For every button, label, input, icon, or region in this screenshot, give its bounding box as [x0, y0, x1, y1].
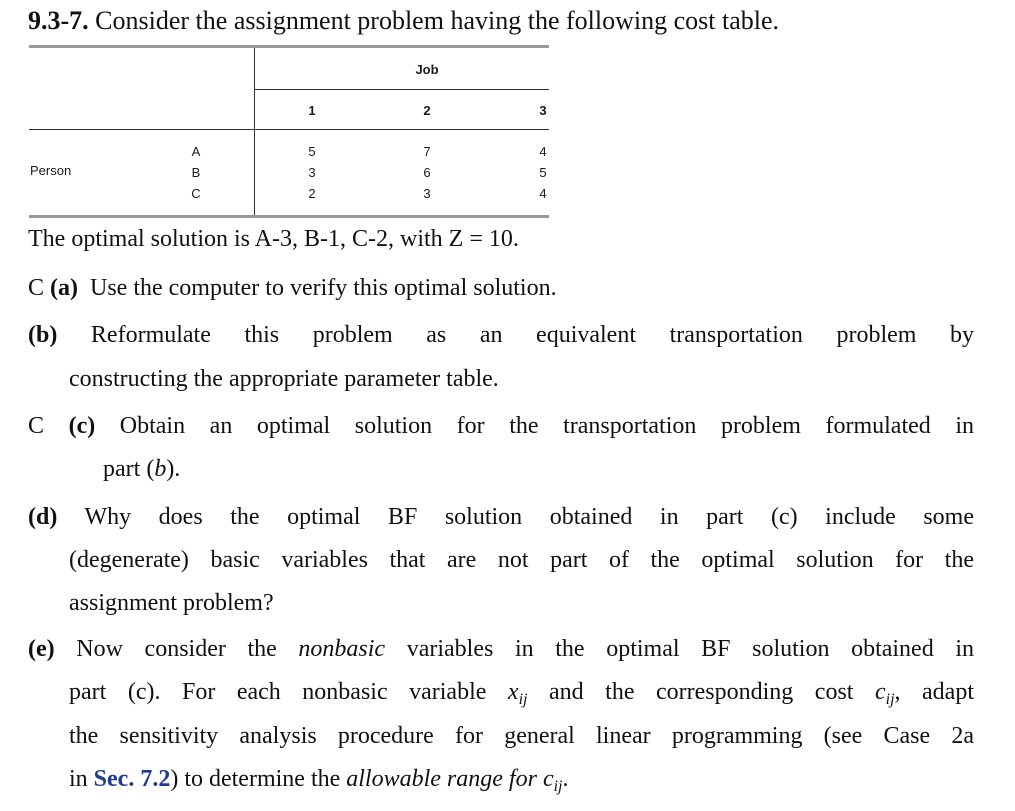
- part-e-emphasis-nonbasic: nonbasic: [298, 636, 386, 662]
- part-e-text-1a: Now consider the: [76, 636, 277, 662]
- part-d-line-1: [28, 502, 974, 532]
- part-e-text-4b: ) to determine the: [170, 766, 341, 792]
- part-c-line-2: [103, 454, 180, 484]
- part-e-text-2a: part (c). For each nonbasic variable: [69, 679, 487, 705]
- person-labels: [191, 141, 200, 204]
- part-e-text-2b: and the corresponding cost: [548, 679, 854, 705]
- part-b-line-1: [28, 320, 974, 350]
- cost-cell: 3: [308, 165, 316, 180]
- part-e-line-2-inner: [69, 677, 974, 715]
- part-c-text-1: Obtain an optimal solution for the transportation problem formulated in: [119, 413, 975, 439]
- cost-column-job-2: [423, 141, 430, 204]
- part-c-text-2b: ).: [166, 456, 181, 482]
- part-b: [28, 320, 974, 350]
- part-c-ref: b: [154, 456, 167, 482]
- part-e-text-1b: variables in the optimal BF solution obtained in: [406, 636, 975, 662]
- part-d-text-2: (degenerate) basic variables that are not part of the optimal solution for the: [69, 547, 974, 573]
- optimal-solution-line: The optimal solution is A-3, B-1, C-2, with Z = 10.: [28, 226, 519, 252]
- part-c: [28, 411, 974, 441]
- cost-cell: 2: [308, 186, 316, 201]
- part-e-label: (e): [28, 636, 55, 662]
- problem-number: 9.3-7.: [28, 6, 89, 35]
- part-c-text-2a: part (: [103, 456, 155, 482]
- part-a: [28, 273, 557, 303]
- part-d-text-1: Why does the optimal BF solution obtained in part (c) include some: [84, 504, 975, 530]
- part-e-text-2c: , adapt: [894, 679, 974, 705]
- cost-cell: 7: [423, 144, 431, 159]
- part-c-label: (c): [68, 413, 96, 439]
- part-e-line-4: in Sec. 7.2) to determine the allowable range for $c_{ij}$.: [69, 766, 569, 795]
- computer-marker-c: C: [28, 413, 45, 439]
- part-e-text-4a: in: [69, 766, 88, 792]
- computer-marker-a: C: [28, 275, 45, 301]
- person-c: C: [191, 186, 201, 201]
- problem-statement: Consider the assignment problem having the following cost table.: [95, 6, 779, 35]
- part-e-text-3: the sensitivity analysis procedure for general linear programming (see Case 2a: [69, 723, 974, 749]
- cost-table: [29, 45, 549, 219]
- job-column-2: 2: [423, 103, 431, 118]
- cost-cell: 5: [308, 144, 316, 159]
- cost-cell: 3: [423, 186, 431, 201]
- cost-column-job-3: [539, 141, 546, 204]
- cost-column-job-1: [308, 141, 315, 204]
- row-header-person: Person: [30, 163, 72, 178]
- part-e: [28, 634, 974, 664]
- job-column-3: 3: [539, 103, 547, 118]
- job-header-rule: [254, 89, 549, 90]
- person-b: B: [191, 165, 201, 180]
- part-d: [28, 502, 974, 532]
- job-column-1: 1: [308, 103, 316, 118]
- part-c-line-1: [28, 411, 974, 441]
- problem-heading: [28, 6, 779, 36]
- variable-c: $c_{ij}$: [874, 679, 895, 708]
- part-e-emphasis-range: allowable range for: [346, 766, 537, 792]
- table-top-rule: [29, 45, 549, 48]
- cost-cell: 6: [423, 165, 431, 180]
- cost-cell: 4: [539, 186, 547, 201]
- variable-x: $x_{ij}$: [507, 679, 528, 708]
- cost-cell: 4: [539, 144, 547, 159]
- part-a-label: (a): [50, 275, 78, 301]
- table-divider: [254, 48, 255, 215]
- job-group-label: Job: [415, 62, 439, 77]
- section-reference-link[interactable]: Sec. 7.2: [93, 766, 171, 792]
- part-b-line-2: constructing the appropriate parameter table.: [69, 366, 499, 392]
- part-d-label: (d): [28, 504, 58, 530]
- table-bottom-rule: [29, 215, 549, 218]
- header-bottom-rule: [29, 129, 549, 130]
- part-a-text: Use the computer to verify this optimal solution.: [90, 275, 557, 301]
- variable-c-final: $c_{ij}$: [542, 766, 563, 795]
- person-a: A: [191, 144, 201, 159]
- part-e-line-2: [69, 677, 974, 715]
- part-e-line-1: [28, 634, 974, 664]
- part-b-label: (b): [28, 322, 58, 348]
- part-b-text-1: Reformulate this problem as an equivalent transportation problem by: [90, 322, 975, 348]
- part-d-line-2: [69, 545, 974, 575]
- part-d-line-3: assignment problem?: [69, 590, 274, 616]
- part-e-line-3: [69, 721, 974, 751]
- cost-cell: 5: [539, 165, 547, 180]
